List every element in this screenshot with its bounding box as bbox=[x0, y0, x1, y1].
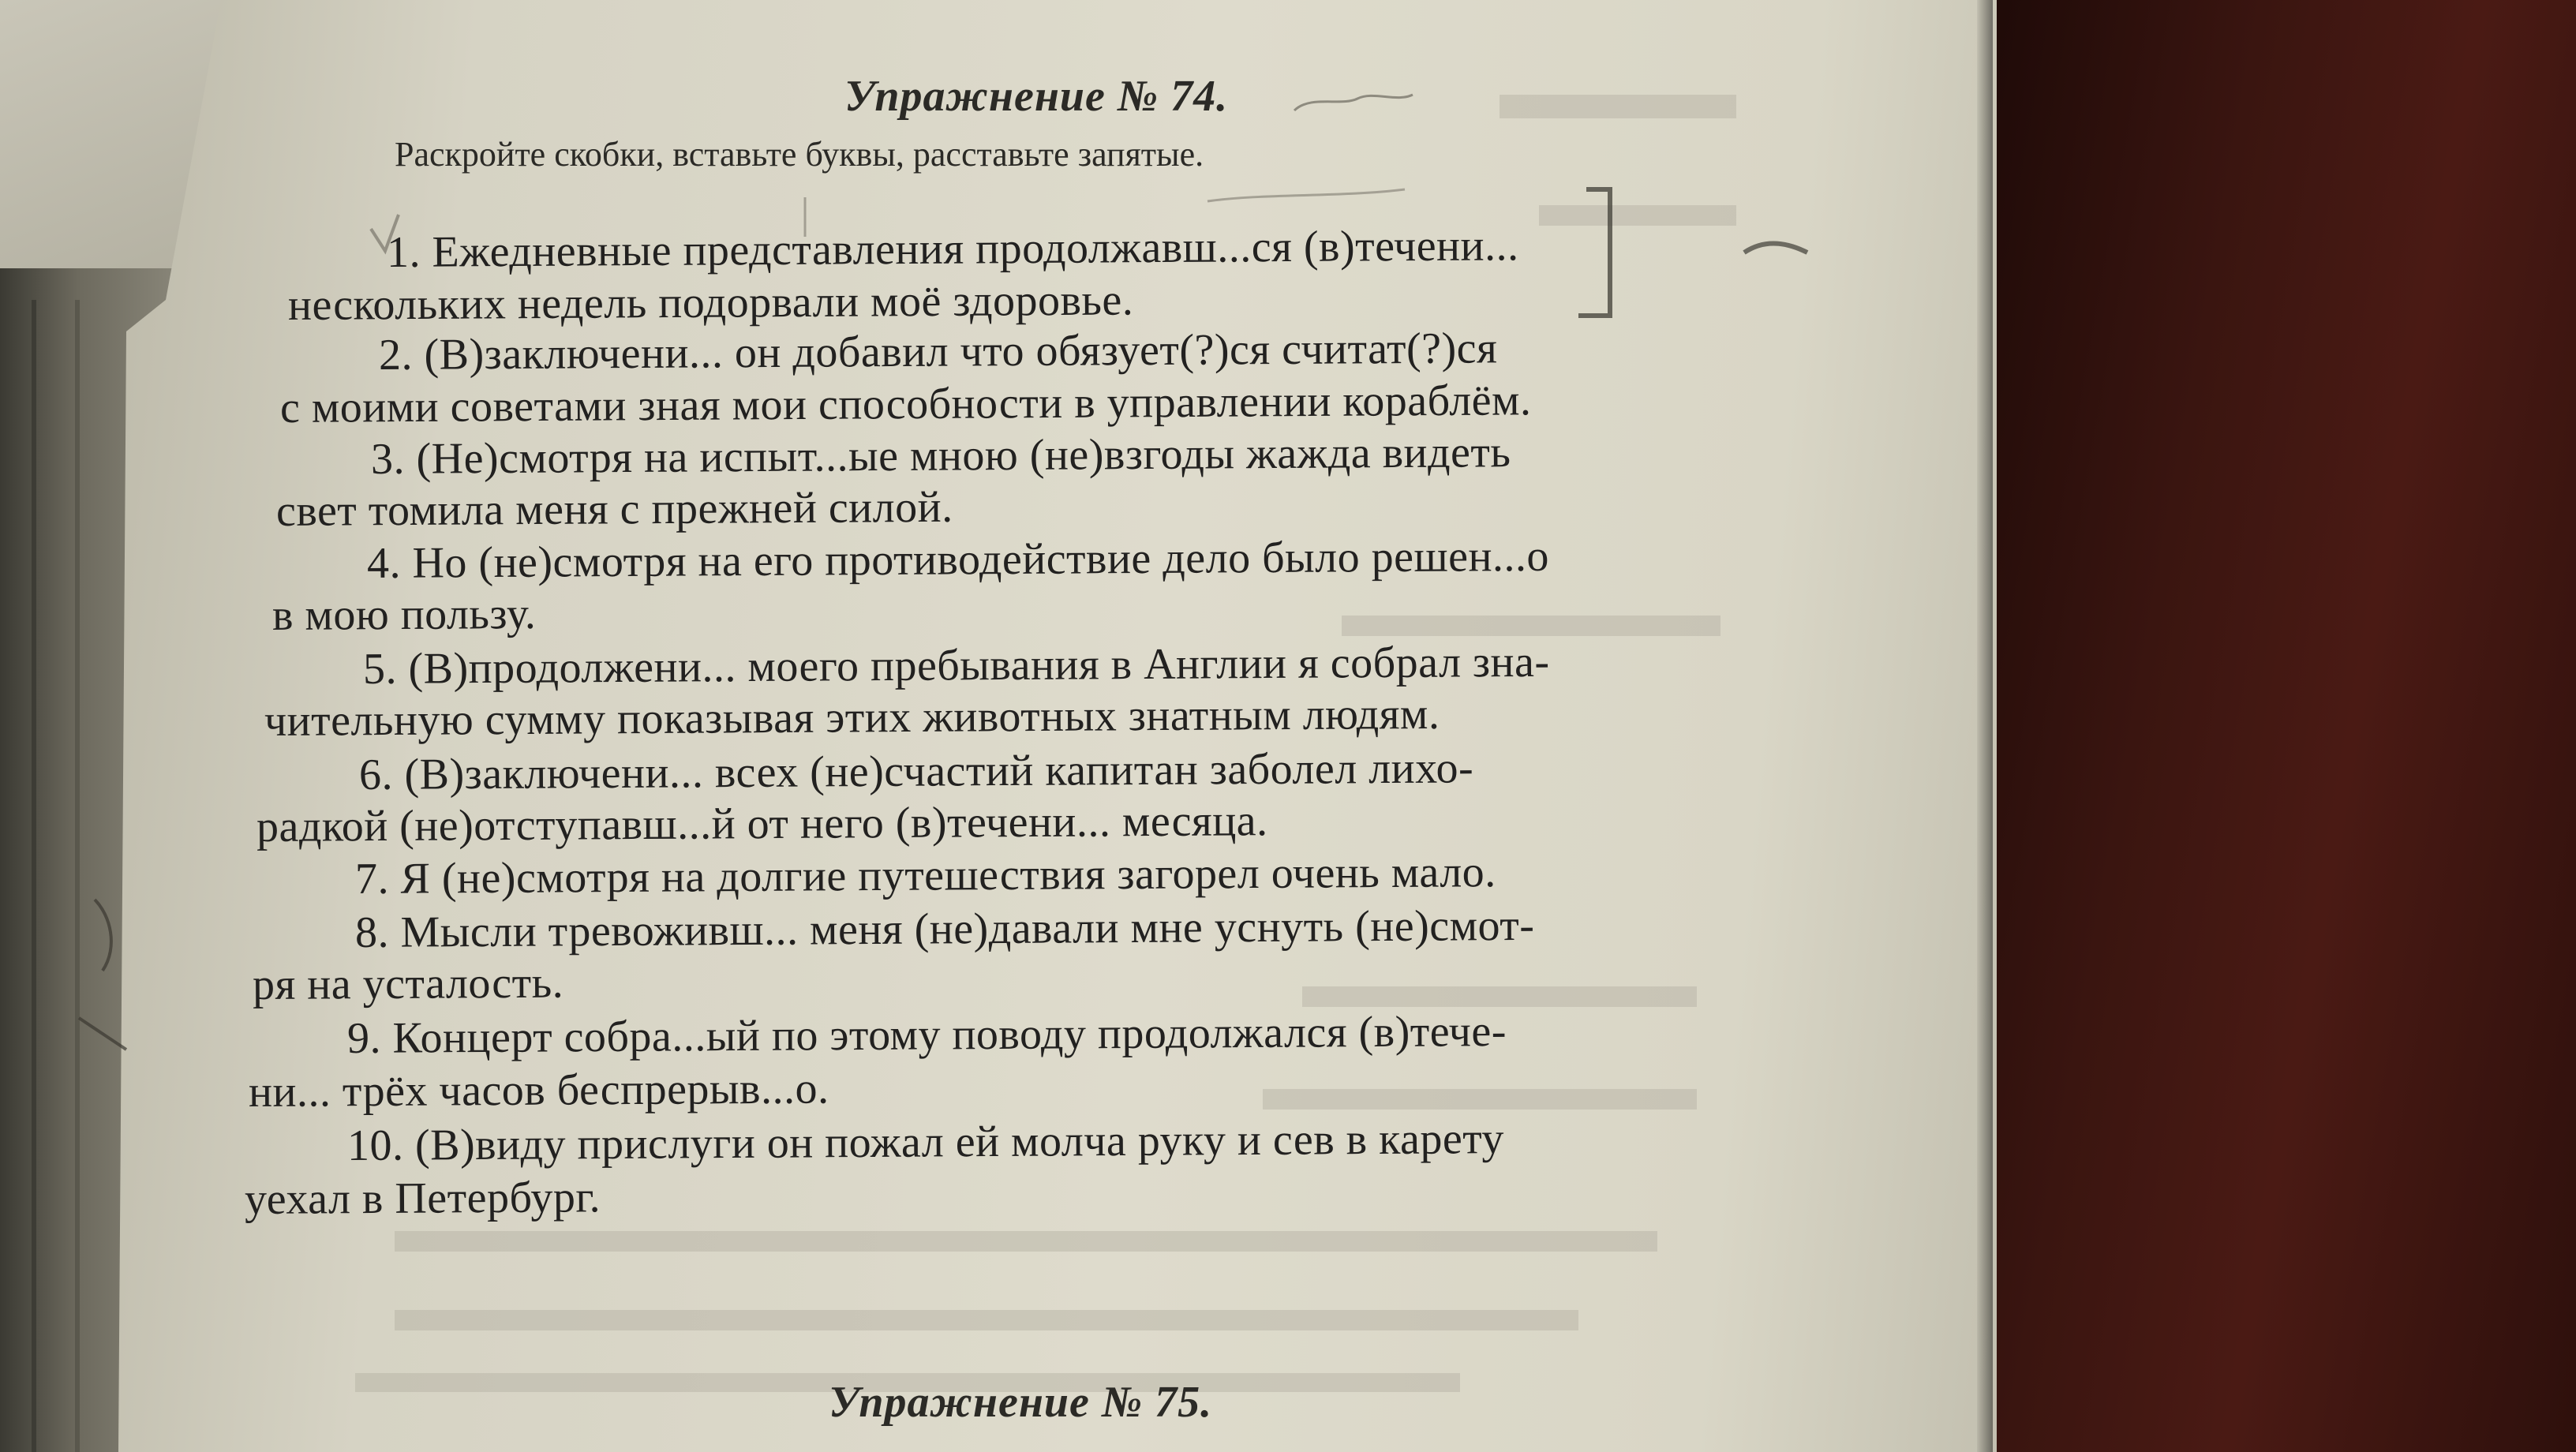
exercise-instruction: Раскройте скобки, вставьте буквы, расставьте запятые. bbox=[395, 135, 1204, 174]
sentence-line: 4. Но (не)смотря на его противодействие дело было решен...о bbox=[366, 531, 1550, 588]
pencil-scribble bbox=[1208, 189, 1405, 201]
sentence-line: 9. Концерт собра...ый по этому поводу продолжался (в)тече- bbox=[346, 1007, 1507, 1063]
sentence-line: с моими советами зная мои способности в управлении кораблём. bbox=[279, 376, 1532, 432]
sentence-line: 3. (Не)смотря на испыт...ые мною (не)взгоды жажда видеть bbox=[370, 428, 1511, 484]
sentence-line: 8. Мысли тревоживш... меня (не)давали мне уснуть (не)смот- bbox=[354, 900, 1535, 957]
sentence-line: уехал в Петербург. bbox=[244, 1173, 601, 1224]
margin-mark bbox=[79, 1018, 126, 1050]
bracket-mark bbox=[1578, 189, 1610, 316]
sentence-line: нескольких недель подорвали моё здоровье. bbox=[287, 275, 1134, 330]
sentence-line: 10. (В)виду прислуги он пожал ей молча руку и сев в карету bbox=[346, 1114, 1505, 1170]
sentence-line: 2. (В)заключени... он добавил что обязует(?)ся считат(?)ся bbox=[378, 324, 1498, 380]
sentence-line: чительную сумму показывая этих животных знатным людям. bbox=[264, 689, 1440, 746]
sentence-line: 6. (В)заключени... всех (не)счастий капитан заболел лихо- bbox=[358, 743, 1474, 799]
sentence-line: 5. (В)продолжени... моего пребывания в Англии я собрал зна- bbox=[362, 637, 1550, 694]
margin-mark bbox=[95, 900, 111, 971]
next-exercise-title: Упражнение № 75. bbox=[829, 1378, 1213, 1427]
sentence-line: в мою пользу. bbox=[271, 589, 537, 640]
sentence-line: свет томила меня с прежней силой. bbox=[275, 482, 953, 536]
pencil-scribble bbox=[1294, 95, 1413, 110]
sentence-line: 1. Ежедневные представления продолжавш...ся (в)течени... bbox=[386, 221, 1519, 277]
sentence-line: 7. Я (не)смотря на долгие путешествия загорел очень мало. bbox=[354, 848, 1496, 904]
pencil-stroke bbox=[1744, 243, 1807, 253]
sentence-line: ря на усталость. bbox=[252, 958, 564, 1009]
sentence-line: ни... трёх часов беспрерыв...о. bbox=[248, 1064, 829, 1117]
sentence-line: радкой (не)отступавш...й от него (в)течени... месяца. bbox=[256, 796, 1268, 851]
checkmark-icon bbox=[371, 215, 399, 251]
exercise-title: Упражнение № 74. bbox=[844, 72, 1229, 121]
